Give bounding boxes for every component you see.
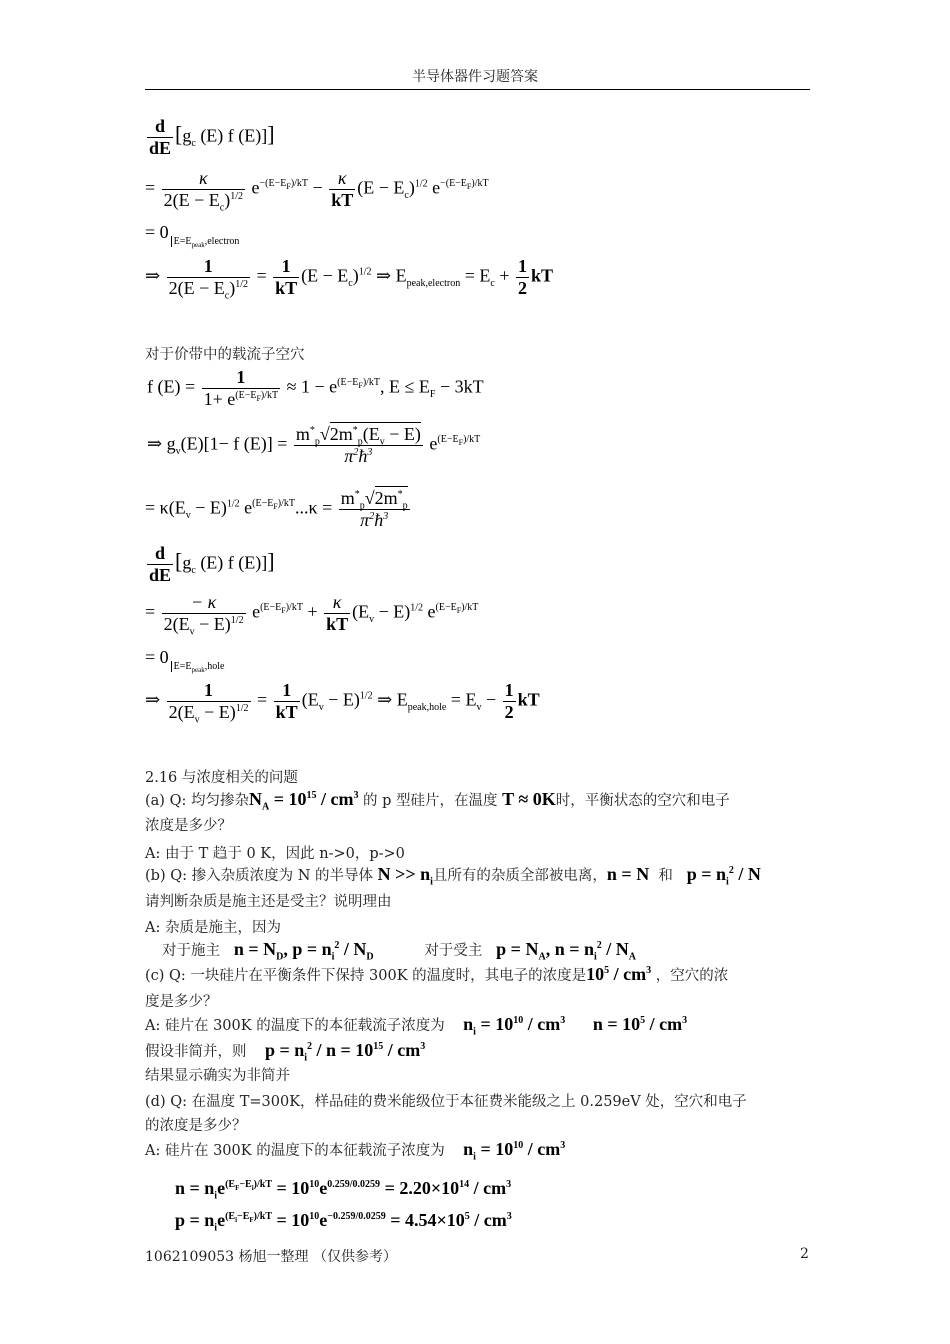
- eq-hole-deriv: $\frac{d}{dE}$ [$g_c$ (E) f (E)]]: [149, 543, 275, 585]
- a-b-line1: A: 杂质是施主，因为: [145, 920, 281, 936]
- a-c-line3: 结果显示确实为非简并: [145, 1068, 290, 1084]
- footer-credit: 1062109053 杨旭一整理 （仅供参考）: [145, 1249, 397, 1265]
- eq-electron-zero: = 0 $_{E=E_{peak},electron}$: [145, 222, 240, 249]
- page-number: 2: [800, 1246, 809, 1262]
- eq-hole-gv: ⇒ $g_v(E)[1- f$ (E)] = $\frac{m^*_p√2m^*_p(E_v - E)}{\pi^2ħ^3}$ $e^{(E-E_F)/kT}$: [147, 424, 481, 466]
- eq-electron-peak: ⇒ $\frac{1}{2(E - E_c)^{1/2}}$ = $\frac{1}{kT}$ $(E - E_c)^{1/2}$ ⇒ $E_{peak,electron} = E_c$ + $\frac{1}{2}$ kT: [145, 256, 553, 302]
- header-rule: [145, 89, 810, 90]
- q-c-line1: (c) Q: 一块硅片在平衡条件下保持 300K 的温度时，其电子的浓度是$10^5 / cm^3$ ，空穴的浓: [145, 964, 729, 984]
- page-header-title: 半导体器件习题答案: [412, 69, 538, 85]
- a-d-line1: A: 硅片在 300K 的温度下的本征载流子浓度为 $n_i = 10^{10} / cm^3$: [145, 1139, 566, 1163]
- a-c-line1: A: 硅片在 300K 的温度下的本征载流子浓度为 $n_i = 10^{10} / cm^3$ $n = 10^5 / cm^3$: [145, 1014, 688, 1038]
- eq-hole-zero: = 0 $_{E=E_{peak},hole}$: [145, 647, 225, 674]
- hole-intro-text: 对于价带中的载流子空穴: [145, 347, 305, 363]
- q-b-line1: (b) Q: 掺入杂质浓度为 N 的半导体 $N >> n_i$且所有的杂质全部被电离，n = N 和 $p = n_i^2 / N$: [145, 864, 761, 888]
- q-d-line2: 的浓度是多少？: [145, 1118, 247, 1134]
- q-a-line1: (a) Q: 均匀掺杂$N_A = 10^{15} / cm^3$ 的 p 型硅片，在温度 T ≈ 0K时，平衡状态的空穴和电子: [145, 789, 730, 813]
- eq-hole-peak: ⇒ $\frac{1}{2(E_v - E)^{1/2}}$ = $\frac{1}{kT}$ $(E_v - E)^{1/2}$ ⇒ $E_{peak,hole} = E_v$ − $\frac{1}{2}$ kT: [145, 680, 540, 726]
- a-c-line2: 假设非简并，则 $p = n_i^2 / n = 10^{15} / cm^3$: [145, 1040, 426, 1064]
- section-title: 2.16 与浓度相关的问题: [145, 770, 298, 786]
- eq-hole-expand: = $\frac{- \kappa}{2(E_v - E)^{1/2}}$ $e^{(E-E_F)/kT}$ + $\frac{\kappa}{kT}$ $(E_v - E)^{1/2}$ $e^{(E-E_F)/kT}$: [145, 592, 479, 638]
- eq-hole-fermi: f (E) = $\frac{1}{1+ e^{(E-E_F)/kT}}$ ≈ $1 - e^{(E-E_F)/kT}$, $E \le E_F - 3kT$: [147, 367, 484, 409]
- a-b-line2: 对于施主 $n = N_D$, $p = n_i^2 / N_D$ 对于受主 $p = N_A$, $n = n_i^2 / N_A$: [162, 939, 636, 963]
- eq-d-electron: $n = n_ie^{(E_F-E_i)/kT} = 10^{10}e^{0.259/0.0259} = 2.20\times 10^{14} / cm^3$: [175, 1178, 512, 1202]
- eq-d-hole: $p = n_ie^{(E_i-E_F)/kT} = 10^{10}e^{-0.259/0.0259} = 4.54\times 10^5 / cm^3$: [175, 1210, 512, 1234]
- q-d-line1: (d) Q: 在温度 T=300K，样品硅的费米能级位于本征费米能级之上 0.259eV 处，空穴和电子: [145, 1094, 747, 1110]
- eq-electron-expand: = $\frac{\kappa}{2(E - E_c)^{1/2}}$ $e^{-(E-E_F)/kT}$ − $\frac{\kappa}{kT}$ $(E - E_c)^{1/2}$ $e^{-(E-E_F)/kT}$: [145, 168, 489, 214]
- q-c-line2: 度是多少？: [145, 994, 218, 1010]
- eq-electron-deriv: $\frac{d}{dE}$ [$g_c$ (E) f (E)]]: [149, 116, 275, 158]
- a-a-line: A: 由于 T 趋于 0 K，因此 n->0，p->0: [145, 846, 405, 862]
- q-a-line2: 浓度是多少？: [145, 818, 232, 834]
- eq-hole-kappa: = $\kappa(E_v - E)^{1/2}$ $e^{(E-E_F)/kT}...\kappa$ = $\frac{m^*_p√2m^*_p}{\pi^2ħ^3}$: [145, 488, 408, 530]
- q-b-line2: 请判断杂质是施主还是受主？说明理由: [145, 894, 392, 910]
